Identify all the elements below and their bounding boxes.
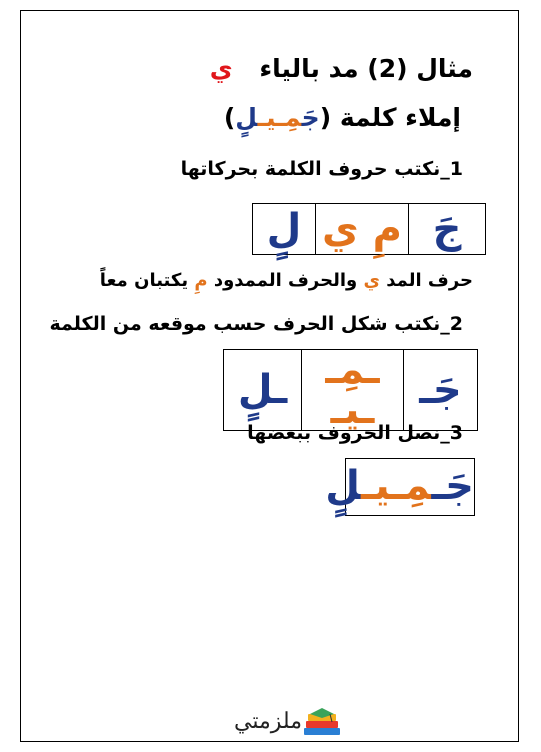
word-part-middle: مِـيـ	[257, 103, 302, 132]
note-part1: حرف المد	[379, 270, 473, 291]
step2-title: 2_نكتب شكل الحرف حسب موقعه من الكلمة	[49, 313, 463, 335]
example-text: مثال (2) مد بالياء	[259, 54, 473, 83]
step1-cell-end: لٍ	[253, 204, 316, 255]
dictation-heading	[224, 103, 461, 132]
step2-cell-middle: ـمِـ ـيـ	[302, 350, 404, 431]
note-mamdud-letter: مِ	[194, 270, 208, 291]
note-part3: يكتبان معاً	[99, 270, 195, 291]
word-part-end: لٍ	[235, 103, 258, 132]
joined-part-middle: مِـيـ	[361, 463, 432, 509]
step1-title: 1_نكتب حروف الكلمة بحركاتها	[180, 158, 463, 180]
dictation-word	[235, 103, 319, 132]
step2-cell-start: جَـ	[404, 350, 478, 431]
step1-cell-start: جَ	[409, 204, 486, 255]
note-madd-letter: ي	[363, 270, 380, 291]
mulzamati-logo	[206, 708, 346, 738]
step2-letter-table	[223, 349, 478, 431]
step3-title: 3_نصل الحروف ببعضها	[247, 422, 463, 444]
example-letter: ي	[209, 54, 233, 83]
example-title	[210, 54, 473, 83]
joined-part-start: جَـ	[431, 463, 474, 509]
word-part-start: جَ	[301, 103, 320, 132]
madd-note	[100, 270, 473, 291]
joined-word-box	[325, 458, 475, 516]
dictation-suffix: )	[223, 103, 236, 132]
logo-text: ملزمتي	[234, 709, 302, 734]
step1-letter-table	[252, 203, 486, 255]
dictation-prefix: إملاء كلمة (	[319, 103, 461, 132]
step2-cell-end: ـلٍ	[224, 350, 302, 431]
step1-cell-middle: مِ ي	[316, 204, 409, 255]
joined-part-end: لٍ	[325, 463, 361, 509]
note-part2: والحرف الممدود	[207, 270, 364, 291]
